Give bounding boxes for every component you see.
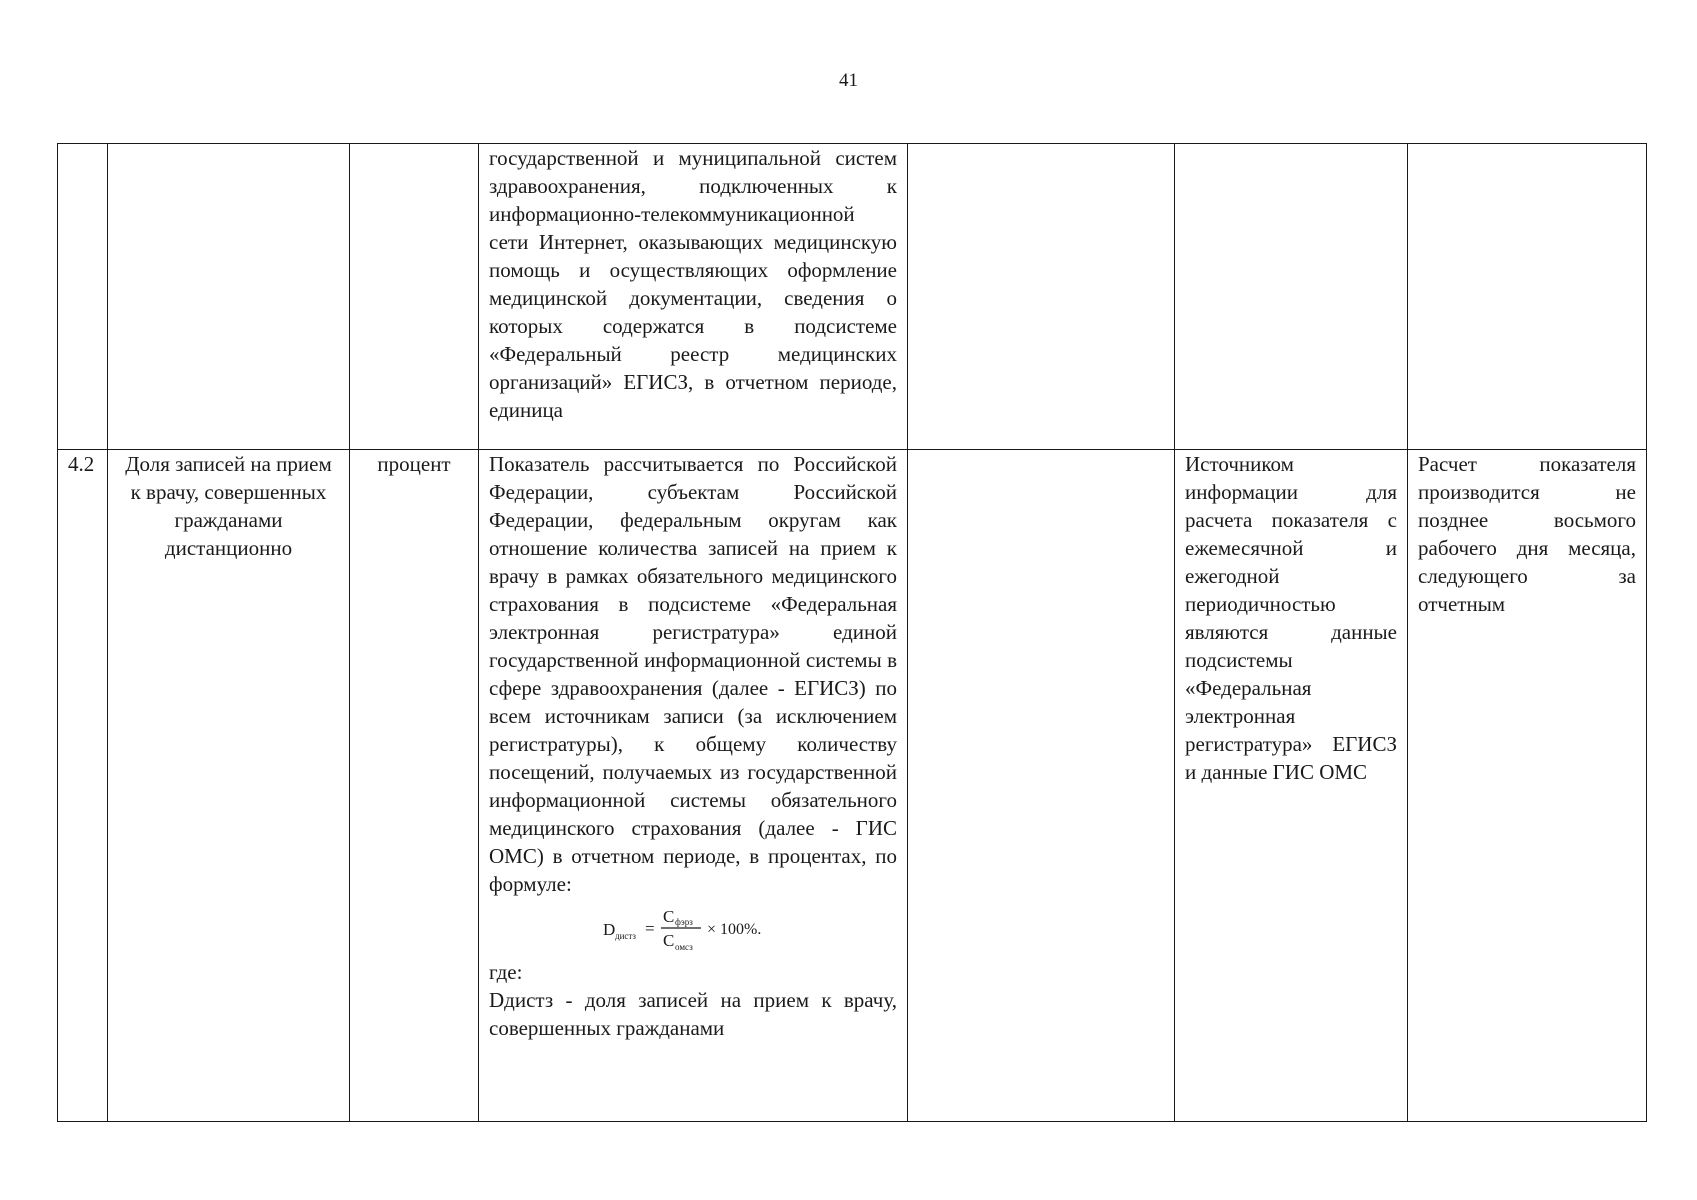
cell-unit: процент <box>350 450 479 1122</box>
formula-multiplier: × 100%. <box>707 921 762 938</box>
cell-unit <box>350 144 479 450</box>
cell-source <box>1175 144 1408 450</box>
formula-numerator: C <box>663 907 675 926</box>
cell-deadline: Расчет показателя производится не позднее восьмого рабочего дня месяца, следующего за отчетным <box>1408 450 1647 1122</box>
cell-empty <box>908 450 1175 1122</box>
cell-method: государственной и муниципальной систем здравоохранения, подключенных к информационно-телекоммуникационной сети Интернет, оказывающих медицинскую помощь и осуществляющих оформление медицинской документации, сведения о которых содержатся в подсистеме «Федеральный реестр медицинских организаций» ЕГИСЗ, в отчетном периоде, единица <box>479 144 908 450</box>
table-row <box>58 144 1647 450</box>
method-text: Показатель рассчитывается по Российской Федерации, субъектам Российской Федерации, федеральным округам как отношение количества записей на прием к врачу в рамках обязательного медицинского страхования в подсистеме «Федеральная электронная регистратура» единой государственной информационной системы в сфере здравоохранения (далее - ЕГИСЗ) по всем источникам записи (за исключением регистратуры), к общему количеству посещений, получаемых из государственной информационной системы обязательного медицинского страхования (далее - ГИС ОМС) в отчетном периоде, в процентах, по формуле: <box>489 452 897 896</box>
formula-equals: = <box>645 919 655 938</box>
indicator-table <box>57 143 1647 1122</box>
cell-source: Источником информации для расчета показателя с ежемесячной и ежегодной периодичностью являются данные подсистемы «Федеральная электронная регистратура» ЕГИСЗ и данные ГИС ОМС <box>1175 450 1408 1122</box>
formula-denominator-sub: омсз <box>675 942 693 952</box>
formula <box>489 904 897 954</box>
cell-method <box>479 450 908 1122</box>
cell-indicator-name <box>108 144 350 450</box>
formula-numerator-sub: фэрз <box>675 917 693 927</box>
formula-lhs-sub: дистз <box>615 931 636 941</box>
formula-denominator: C <box>663 931 675 950</box>
cell-empty <box>908 144 1175 450</box>
where-label: где: <box>489 960 523 984</box>
page-number: 41 <box>839 70 858 91</box>
table-row <box>58 450 1647 1122</box>
formula-graphic <box>593 904 793 954</box>
cell-number: 4.2 <box>58 450 108 1122</box>
cell-deadline <box>1408 144 1647 450</box>
definition-text: Dдистз - доля записей на прием к врачу, совершенных гражданами <box>489 988 897 1040</box>
formula-lhs: D <box>603 920 616 939</box>
cell-indicator-name: Доля записей на прием к врачу, совершенных гражданами дистанционно <box>108 450 350 1122</box>
cell-number <box>58 144 108 450</box>
